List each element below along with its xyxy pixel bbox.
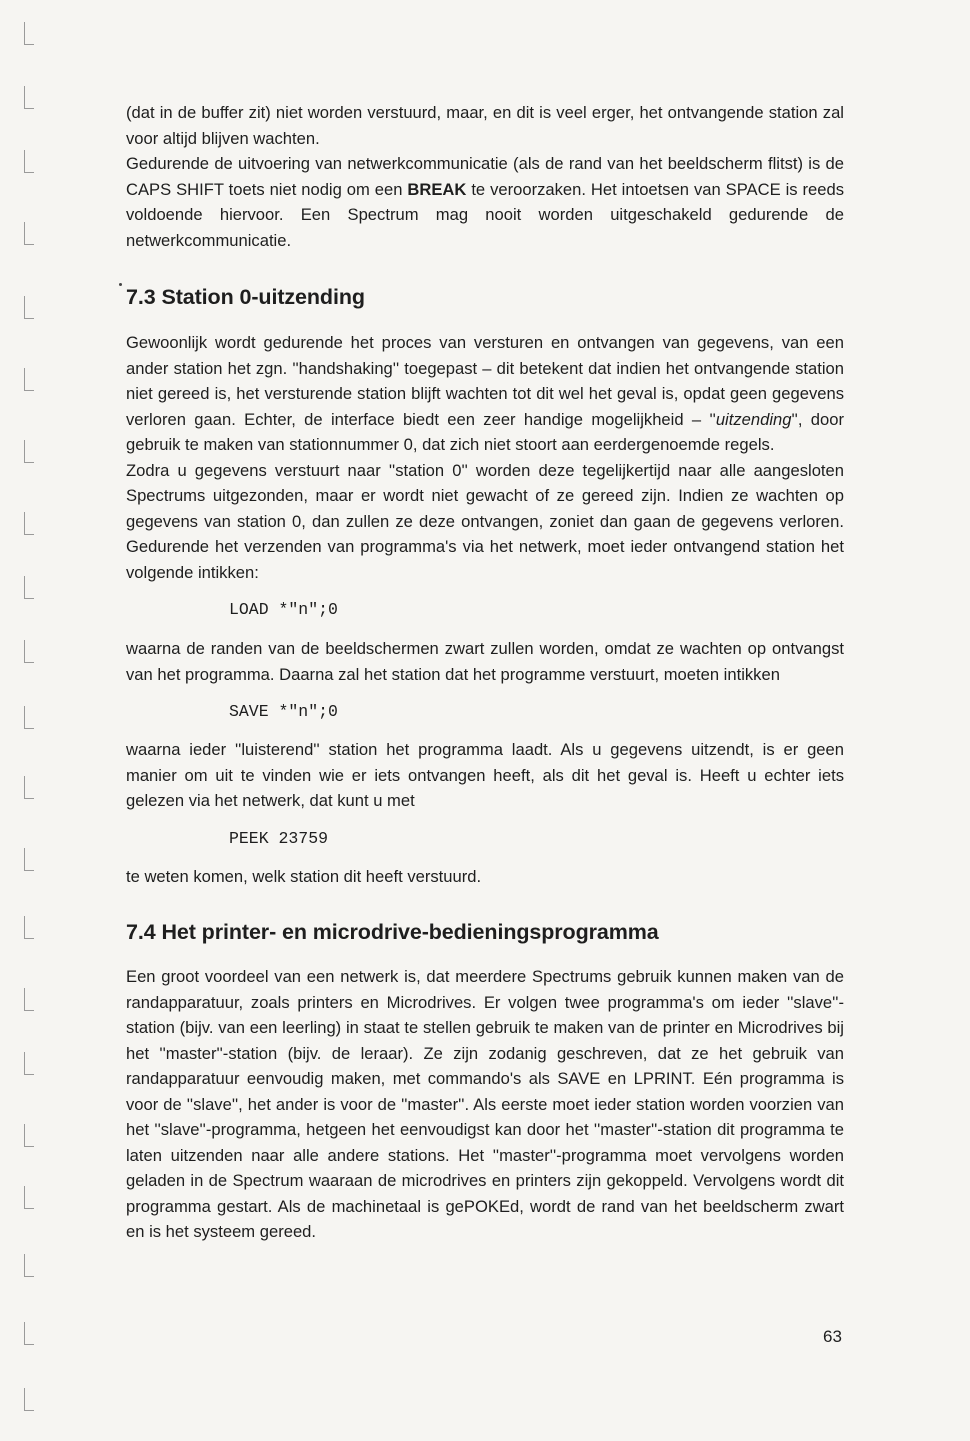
page-content [126, 100, 844, 1245]
binding-mark [24, 576, 34, 599]
text-run: Gedurende de uitvoering van netwerkcommunicatie (als de rand van het beeldscherm flitst) is de CAPS SHIFT toets niet nodig om een [126, 154, 844, 199]
text-run: '', door gebruik te maken van stationnummer 0, dat zich niet stoort aan eerdergenoemde regels. [126, 409, 844, 454]
paragraph-netwerk-voordeel: Een groot voordeel van een netwerk is, dat meerdere Spectrums gebruik kunnen maken van de randapparatuur, zoals printers en Microdrives. Er volgen twee programma's om ieder ''slave''-station (bijv. van een leerling) in staat te stellen gebruik te maken van de printer en Microdrives bij het ''master''-station (bijv. de leraar). Ze zijn zodanig geschreven, dat ze het gebruik van randapparatuur eenvoudig maken, met commando's als SAVE en LPRINT. Eén programma is voor de ''slave'', het ander is voor de ''master''. Als eerste moet ieder station worden voorzien van het ''slave''-programma, hetgeen het eenvoudigst kan door het ''master''-station dit programma te laten uitzenden naar alle andere stations. Het ''master''-programma moet vervolgens worden geladen in de Spectrum waaraan de microdrives en printers zijn gekoppeld. Vervolgens wordt dit programma gestart. Als de machinetaal is gePOKEd, wordt de rand van het beeldscherm zwart en is het systeem gereed. [126, 967, 844, 1241]
paragraph-te-weten: te weten komen, welk station dit heeft verstuurd. [126, 866, 482, 886]
section-heading-7-4: 7.4 Het printer- en microdrive-bedieningsprogramma [126, 920, 659, 944]
binding-mark [24, 368, 34, 391]
page-number: 63 [823, 1327, 842, 1346]
paragraph-caps-shift [126, 151, 844, 253]
code-line-save: SAVE *"n";0 [229, 702, 338, 721]
binding-mark [24, 1186, 34, 1209]
text-run: te veroorzaken. Het intoetsen van SPACE is reeds voldoende hiervoor. Een Spectrum mag nooit worden uitgeschakeld gedurende de netwerkcommunicatie. [126, 179, 844, 250]
paragraph-station-0: Zodra u gegevens verstuurt naar ''station 0'' worden deze tegelijkertijd naar alle aangesloten Spectrums uitgezonden, maar er wordt niet gewacht of ze gereed zijn. Indien ze wachten op gegevens van station 0, dan zullen ze deze ontvangen, zoniet dan gaan de gegevens verloren. Gedurende het verzenden van programma's via het netwerk, moet ieder ontvangend station het volgende intikken: [126, 460, 844, 582]
binding-mark [24, 1322, 34, 1345]
binding-mark [24, 640, 34, 663]
text-run: Gewoonlijk wordt gedurende het proces van versturen en ontvangen van gegevens, van een ander station het zgn. ''handshaking'' toegepast – dit betekent dat indien het ontvangende station niet gereed is, het versturende station blijft wachten tot dit wel het geval is, opdat geen gegevens verloren gaan. Echter, de interface biedt een zeer handige mogelijkheid – '' [126, 333, 844, 429]
binding-mark [24, 86, 34, 109]
binding-mark [24, 848, 34, 871]
paragraph-buffer: (dat in de buffer zit) niet worden verstuurd, maar, en dit is veel erger, het ontvangende station zal voor altijd blijven wachten. [126, 103, 844, 148]
binding-mark [24, 222, 34, 245]
scan-speck [119, 283, 122, 286]
italic-term-uitzending: uitzending [715, 409, 792, 429]
binding-mark [24, 776, 34, 799]
binding-mark [24, 22, 34, 45]
binding-mark [24, 150, 34, 173]
binding-mark [24, 706, 34, 729]
bold-keyword-break: BREAK [407, 179, 467, 199]
section-heading-7-3: 7.3 Station 0-uitzending [126, 285, 365, 309]
binding-mark [24, 988, 34, 1011]
code-line-peek: PEEK 23759 [229, 828, 329, 848]
binding-mark [24, 440, 34, 463]
paragraph-luisterend: waarna ieder ''luisterend'' station het programma laadt. Als u gegevens uitzendt, is er geen manier om uit te vinden wie er iets ontvangen heeft, als dit het geval is. Heeft u echter iets gelezen via het netwerk, dat kunt u met [126, 740, 844, 810]
binding-mark [24, 512, 34, 535]
binding-mark [24, 1388, 34, 1411]
binding-mark [24, 916, 34, 939]
page-binding-edge [14, 0, 44, 1441]
paragraph-randen-zwart: waarna de randen van de beeldschermen zwart zullen worden, omdat ze wachten op ontvangst van het programma. Daarna zal het station dat het programme verstuurt, moeten intikken [126, 639, 844, 684]
binding-mark [24, 1052, 34, 1075]
code-line-load: LOAD *"n";0 [229, 600, 338, 619]
binding-mark [24, 1254, 34, 1277]
binding-mark [24, 296, 34, 319]
paragraph-handshaking [126, 330, 844, 458]
binding-mark [24, 1124, 34, 1147]
